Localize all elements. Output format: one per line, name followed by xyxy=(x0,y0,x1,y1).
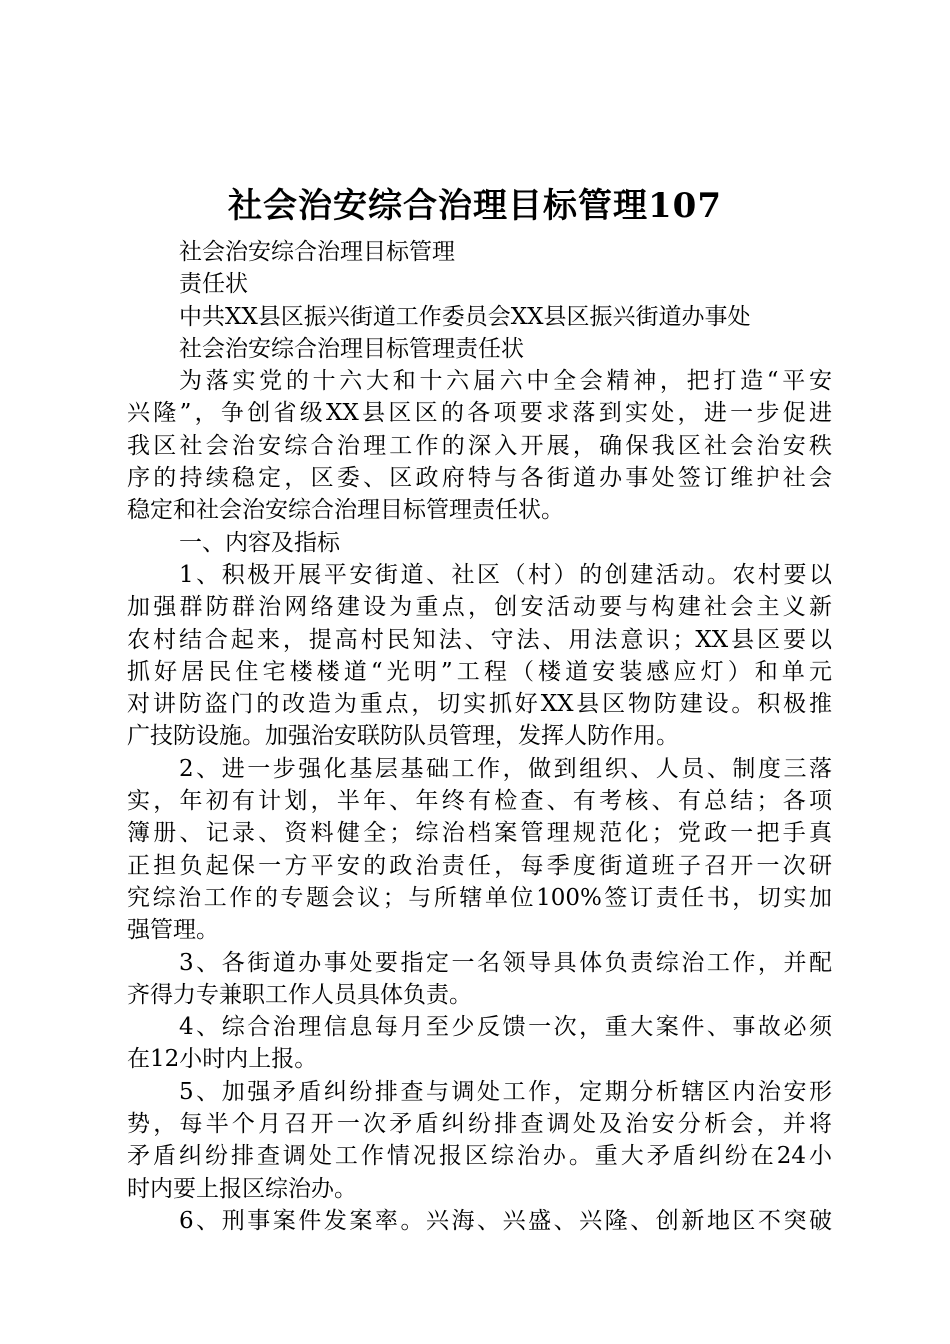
text-line: 对讲防盗门的改造为重点，切实抓好XX县区物防建设。积极推 xyxy=(127,691,832,718)
text-line: 强管理。 xyxy=(127,917,219,944)
text-line: 稳定和社会治安综合治理目标管理责任状。 xyxy=(127,497,564,524)
text-line: 为落实党的十六大和十六届六中全会精神，把打造“平安 xyxy=(179,368,832,395)
text-line: 抓好居民住宅楼楼道“光明”工程（楼道安装感应灯）和单元 xyxy=(127,658,832,685)
text-line: 社会治安综合治理目标管理责任状 xyxy=(179,335,524,362)
text-line: 责任状 xyxy=(179,271,248,298)
text-line: 势，每半个月召开一次矛盾纠纷排查调处及治安分析会，并将 xyxy=(127,1111,832,1138)
text-line: 究综治工作的专题会议；与所辖单位100%签订责任书，切实加 xyxy=(127,884,832,911)
text-line: 2、进一步强化基层基础工作，做到组织、人员、制度三落 xyxy=(179,755,832,782)
text-line: 矛盾纠纷排查调处工作情况报区综治办。重大矛盾纠纷在24小 xyxy=(127,1143,832,1170)
text-line: 3、各街道办事处要指定一名领导具体负责综治工作，并配 xyxy=(179,949,832,976)
text-line: 齐得力专兼职工作人员具体负责。 xyxy=(127,981,472,1008)
text-line: 兴隆”，争创省级XX县区区的各项要求落到实处，进一步促进 xyxy=(127,400,832,427)
text-line: 实，年初有计划，半年、年终有检查、有考核、有总结；各项 xyxy=(127,788,832,815)
text-line: 簿册、记录、资料健全；综治档案管理规范化；党政一把手真 xyxy=(127,820,832,847)
text-line: 我区社会治安综合治理工作的深入开展，确保我区社会治安秩 xyxy=(127,432,832,459)
text-line: 正担负起保一方平安的政治责任，每季度街道班子召开一次研 xyxy=(127,852,832,879)
section-heading: 一、内容及指标 xyxy=(179,529,340,556)
text-line: 6、刑事案件发案率。兴海、兴盛、兴隆、创新地区不突破 xyxy=(179,1207,832,1234)
text-line: 时内要上报区综治办。 xyxy=(127,1175,357,1202)
text-line: 农村结合起来，提高村民知法、守法、用法意识；XX县区要以 xyxy=(127,626,832,653)
text-line: 1、积极开展平安街道、社区（村）的创建活动。农村要以 xyxy=(179,561,832,588)
text-line: 序的持续稳定，区委、区政府特与各街道办事处签订维护社会 xyxy=(127,465,832,492)
text-line: 加强群防群治网络建设为重点，创安活动要与构建社会主义新 xyxy=(127,594,832,621)
text-line: 在12小时内上报。 xyxy=(127,1046,318,1073)
document-title: 社会治安综合治理目标管理107 xyxy=(228,186,722,226)
text-line: 中共XX县区振兴街道工作委员会XX县区振兴街道办事处 xyxy=(179,303,751,330)
text-line: 广技防设施。加强治安联防队员管理，发挥人防作用。 xyxy=(127,723,679,750)
text-line: 社会治安综合治理目标管理 xyxy=(179,239,455,265)
text-line: 5、加强矛盾纠纷排查与调处工作，定期分析辖区内治安形 xyxy=(179,1078,832,1105)
text-line: 4、综合治理信息每月至少反馈一次，重大案件、事故必须 xyxy=(179,1014,832,1041)
document-body xyxy=(127,236,832,1237)
